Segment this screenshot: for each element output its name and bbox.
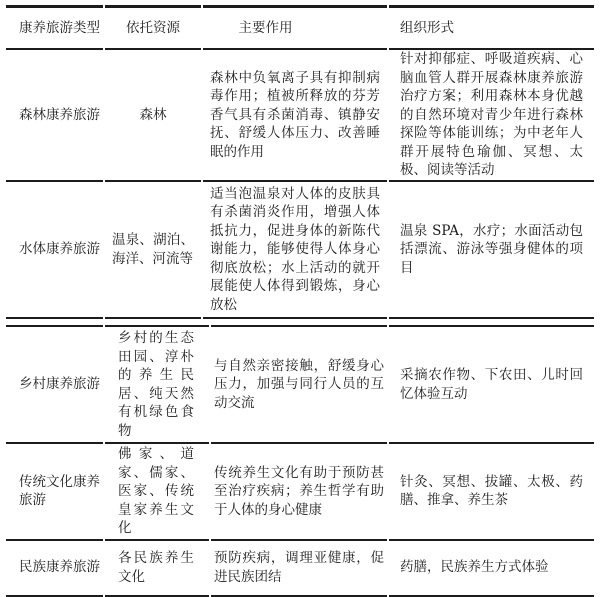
wellness-tourism-table-lower [4,325,596,597]
header-row [6,5,594,50]
column-header-function: 主要作用 [203,5,387,50]
cell-organization: 药膳，民族养生方式体验 [389,541,594,597]
wellness-tourism-table-upper [4,5,596,319]
cell-resource: 佛家、道家、儒家、医家、传统皇家养生文化 [105,444,209,541]
cell-type: 森林康养旅游 [6,50,103,182]
cell-function: 与自然亲密接触，舒缓身心压力，加强与同行人员的互动交流 [211,325,387,444]
cell-organization: 针灸、冥想、拔罐、太极、药膳、推拿、养生茶 [389,444,594,541]
cell-type: 乡村康养旅游 [6,325,103,444]
table-row-ethnic [6,541,594,597]
cell-resource: 各民族养生文化 [105,541,209,597]
cell-resource: 乡村的生态田园、淳朴的养生民居、纯天然有机绿色食物 [105,325,209,444]
cell-function: 森林中负氧离子具有抑制病毒作用；植被所释放的芬芳香气具有杀菌消毒、镇静安抚、舒缓人体压力、改善睡眠的作用 [203,50,387,182]
column-header-resource: 依托资源 [105,5,201,50]
cell-resource: 温泉、湖泊、海洋、河流等 [105,182,201,319]
cell-organization: 针对抑郁症、呼吸道疾病、心脑血管人群开展森林康养旅游治疗方案；利用森林本身优越的自然环境对青少年进行森林探险等体能训练；为中老年人群开展特色瑜伽、冥想、太极、阅读等活动 [389,50,594,182]
cell-function: 预防疾病，调理亚健康，促进民族团结 [211,541,387,597]
table-row-forest [6,50,594,182]
cell-type: 水体康养旅游 [6,182,103,319]
cell-resource: 森林 [105,50,201,182]
cell-function: 传统养生文化有助于预防甚至治疗疾病；养生哲学有助于人体的身心健康 [211,444,387,541]
cell-type: 传统文化康养旅游 [6,444,103,541]
table-row-water [6,182,594,319]
column-header-type: 康养旅游类型 [6,5,103,50]
table-row-rural [6,325,594,444]
cell-organization: 温泉 SPA，水疗；水面活动包括漂流、游泳等强身健体的项目 [389,182,594,319]
cell-function: 适当泡温泉对人体的皮肤具有杀菌消炎作用，增强人体抵抗力，促进身体的新陈代谢能力，能够使得人体身心彻底放松；水上活动的就开展能使人体得到锻炼，身心放松 [203,182,387,319]
cell-organization: 采摘农作物、下农田、儿时回忆体验互动 [389,325,594,444]
column-header-organization: 组织形式 [389,5,594,50]
cell-type: 民族康养旅游 [6,541,103,597]
table-row-traditional-culture [6,444,594,541]
